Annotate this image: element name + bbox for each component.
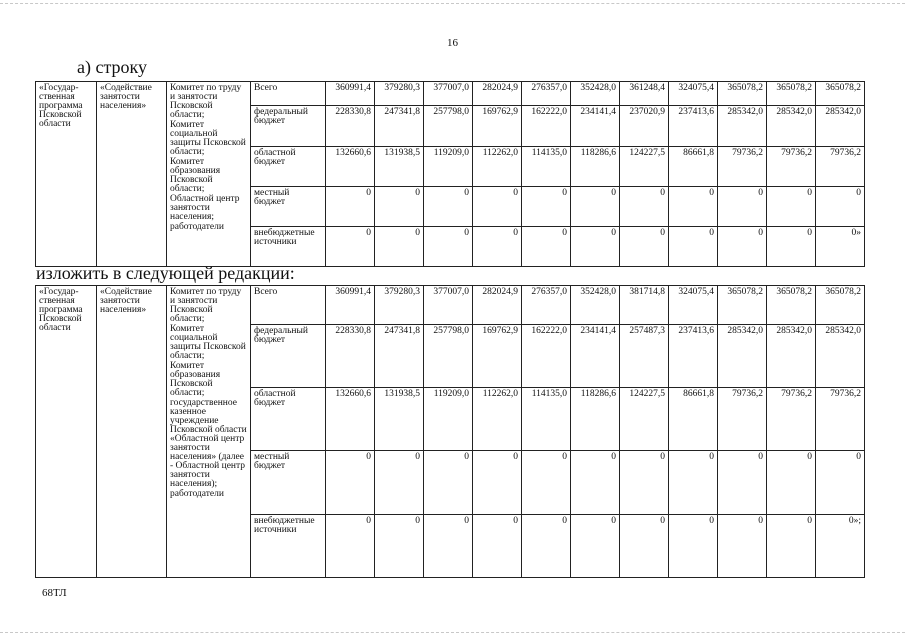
- table-row: [36, 286, 865, 325]
- amount-cell: 365078,2: [718, 82, 767, 106]
- funding-source-label: Всего: [251, 286, 326, 325]
- amount-cell: 276357,0: [522, 82, 571, 106]
- program-cell: «Государ-ственная программа Псковской области: [36, 82, 97, 267]
- amount-cell: 0: [375, 226, 424, 266]
- funding-source-label: областной бюджет: [251, 387, 326, 450]
- amount-cell: 0: [375, 514, 424, 577]
- organization-name: работодатели: [170, 222, 224, 232]
- amount-cell: 237413,6: [669, 106, 718, 146]
- amount-cell: 114135,0: [522, 146, 571, 186]
- amount-cell: 0: [767, 451, 816, 514]
- section-b-heading: изложить в следующей редакции:: [36, 263, 295, 283]
- amount-cell: 0: [424, 226, 473, 266]
- amount-cell: 276357,0: [522, 286, 571, 325]
- amount-cell: 381714,8: [620, 286, 669, 325]
- amount-cell: 352428,0: [571, 286, 620, 325]
- amount-cell: 365078,2: [767, 82, 816, 106]
- funding-source-label: местный бюджет: [251, 451, 326, 514]
- amount-cell: 285342,0: [767, 324, 816, 387]
- amount-cell: 112262,0: [473, 387, 522, 450]
- funding-source-label: Всего: [251, 82, 326, 106]
- organization-name: Комитет по труду и занятости Псковской области;: [170, 287, 242, 324]
- program-cell: «Государ-ственная программа Псковской области: [36, 286, 97, 578]
- revised-row-table: [35, 285, 865, 578]
- amount-cell: 237413,6: [669, 324, 718, 387]
- amount-cell: 324075,4: [669, 286, 718, 325]
- amount-cell: 0: [424, 186, 473, 226]
- amount-cell: 379280,3: [375, 82, 424, 106]
- amount-cell: 352428,0: [571, 82, 620, 106]
- amount-cell: 0: [424, 451, 473, 514]
- page-bottom-edge: [0, 632, 905, 633]
- amount-cell: 247341,8: [375, 324, 424, 387]
- amount-cell: 79736,2: [718, 146, 767, 186]
- amount-cell: 79736,2: [718, 387, 767, 450]
- amount-cell: 365078,2: [718, 286, 767, 325]
- amount-cell: 132660,6: [326, 387, 375, 450]
- amount-cell: 0: [375, 186, 424, 226]
- amount-cell: 0: [375, 451, 424, 514]
- amount-cell: 0: [718, 226, 767, 266]
- amount-cell: 119209,0: [424, 146, 473, 186]
- amount-cell: 86661,8: [669, 146, 718, 186]
- amount-cell: 118286,6: [571, 387, 620, 450]
- amount-cell: 0: [473, 226, 522, 266]
- amount-cell: 379280,3: [375, 286, 424, 325]
- amount-cell: 285342,0: [816, 106, 865, 146]
- amount-cell: 119209,0: [424, 387, 473, 450]
- amount-cell: 0: [571, 186, 620, 226]
- amount-cell: 79736,2: [816, 387, 865, 450]
- amount-cell: 0: [326, 451, 375, 514]
- amount-cell: 257798,0: [424, 106, 473, 146]
- amount-cell: 0: [669, 514, 718, 577]
- amount-cell: 79736,2: [767, 146, 816, 186]
- amount-cell: 360991,4: [326, 82, 375, 106]
- amount-cell: 79736,2: [816, 146, 865, 186]
- amount-cell: 365078,2: [767, 286, 816, 325]
- amount-cell: 0: [326, 226, 375, 266]
- amount-cell: 282024,9: [473, 82, 522, 106]
- organization-name: Комитет образования Псковской области;: [170, 157, 221, 194]
- amount-cell: 0: [473, 186, 522, 226]
- subprogram-cell: «Содействие занятости населения»: [97, 286, 167, 578]
- amount-cell: 0: [669, 451, 718, 514]
- amount-cell: 0: [473, 514, 522, 577]
- amount-cell: 0: [571, 226, 620, 266]
- amount-cell: 0: [522, 226, 571, 266]
- amount-cell: 377007,0: [424, 286, 473, 325]
- amount-cell: 0»: [816, 226, 865, 266]
- amount-cell: 0: [718, 186, 767, 226]
- page-number: 16: [447, 37, 458, 49]
- amount-cell: 0: [816, 186, 865, 226]
- organization-name: государственное казенное учреждение Псковской области «Областной центр занятости населения» (далее - Областной центр занятости населения);: [170, 398, 247, 489]
- amount-cell: 0: [326, 186, 375, 226]
- amount-cell: 86661,8: [669, 387, 718, 450]
- organization-name: Комитет социальной защиты Псковской области;: [170, 120, 246, 157]
- amount-cell: 285342,0: [718, 106, 767, 146]
- amount-cell: 247341,8: [375, 106, 424, 146]
- amount-cell: 0: [767, 514, 816, 577]
- amount-cell: 118286,6: [571, 146, 620, 186]
- amount-cell: 365078,2: [816, 286, 865, 325]
- amount-cell: 0: [620, 226, 669, 266]
- amount-cell: 0: [522, 451, 571, 514]
- amount-cell: 324075,4: [669, 82, 718, 106]
- amount-cell: 131938,5: [375, 146, 424, 186]
- amount-cell: 285342,0: [718, 324, 767, 387]
- amount-cell: 257487,3: [620, 324, 669, 387]
- amount-cell: 228330,8: [326, 106, 375, 146]
- amount-cell: 0: [718, 451, 767, 514]
- organization-name: Комитет социальной защиты Псковской области;: [170, 324, 246, 361]
- original-row-table: [35, 81, 865, 267]
- amount-cell: 0: [571, 451, 620, 514]
- amount-cell: 0: [571, 514, 620, 577]
- organization-name: Комитет образования Псковской области;: [170, 361, 221, 398]
- funding-source-label: внебюджетные источники: [251, 514, 326, 577]
- organization-name: Областной центр занятости населения;: [170, 194, 240, 222]
- document-code: 68ТЛ: [42, 587, 67, 599]
- amount-cell: 377007,0: [424, 82, 473, 106]
- amount-cell: 361248,4: [620, 82, 669, 106]
- section-a-heading: а) строку: [77, 57, 148, 77]
- amount-cell: 237020,9: [620, 106, 669, 146]
- amount-cell: 169762,9: [473, 106, 522, 146]
- amount-cell: 0: [669, 186, 718, 226]
- organization-name: Комитет по труду и занятости Псковской области;: [170, 83, 242, 120]
- amount-cell: 0: [326, 514, 375, 577]
- amount-cell: 0: [669, 226, 718, 266]
- amount-cell: 365078,2: [816, 82, 865, 106]
- organization-name: работодатели: [170, 489, 224, 499]
- amount-cell: 0: [473, 451, 522, 514]
- amount-cell: 257798,0: [424, 324, 473, 387]
- funding-source-label: федеральный бюджет: [251, 324, 326, 387]
- amount-cell: 234141,4: [571, 106, 620, 146]
- amount-cell: 0: [620, 186, 669, 226]
- amount-cell: 0: [767, 186, 816, 226]
- funding-source-label: областной бюджет: [251, 146, 326, 186]
- amount-cell: 0: [522, 514, 571, 577]
- amount-cell: 285342,0: [767, 106, 816, 146]
- amount-cell: 162222,0: [522, 106, 571, 146]
- amount-cell: 124227,5: [620, 387, 669, 450]
- amount-cell: 228330,8: [326, 324, 375, 387]
- amount-cell: 0: [620, 451, 669, 514]
- amount-cell: 282024,9: [473, 286, 522, 325]
- amount-cell: 124227,5: [620, 146, 669, 186]
- amount-cell: 0: [620, 514, 669, 577]
- organizations-cell: [167, 82, 251, 267]
- amount-cell: 112262,0: [473, 146, 522, 186]
- funding-source-label: местный бюджет: [251, 186, 326, 226]
- amount-cell: 360991,4: [326, 286, 375, 325]
- amount-cell: 0: [522, 186, 571, 226]
- organizations-cell: [167, 286, 251, 578]
- amount-cell: 0»;: [816, 514, 865, 577]
- amount-cell: 169762,9: [473, 324, 522, 387]
- amount-cell: 114135,0: [522, 387, 571, 450]
- amount-cell: 131938,5: [375, 387, 424, 450]
- amount-cell: 0: [816, 451, 865, 514]
- table-row: [36, 82, 865, 106]
- amount-cell: 162222,0: [522, 324, 571, 387]
- amount-cell: 79736,2: [767, 387, 816, 450]
- funding-source-label: внебюджетные источники: [251, 226, 326, 266]
- subprogram-cell: «Содействие занятости населения»: [97, 82, 167, 267]
- amount-cell: 0: [767, 226, 816, 266]
- amount-cell: 234141,4: [571, 324, 620, 387]
- page-top-edge: [0, 3, 905, 4]
- amount-cell: 0: [718, 514, 767, 577]
- funding-source-label: федеральный бюджет: [251, 106, 326, 146]
- amount-cell: 132660,6: [326, 146, 375, 186]
- amount-cell: 0: [424, 514, 473, 577]
- amount-cell: 285342,0: [816, 324, 865, 387]
